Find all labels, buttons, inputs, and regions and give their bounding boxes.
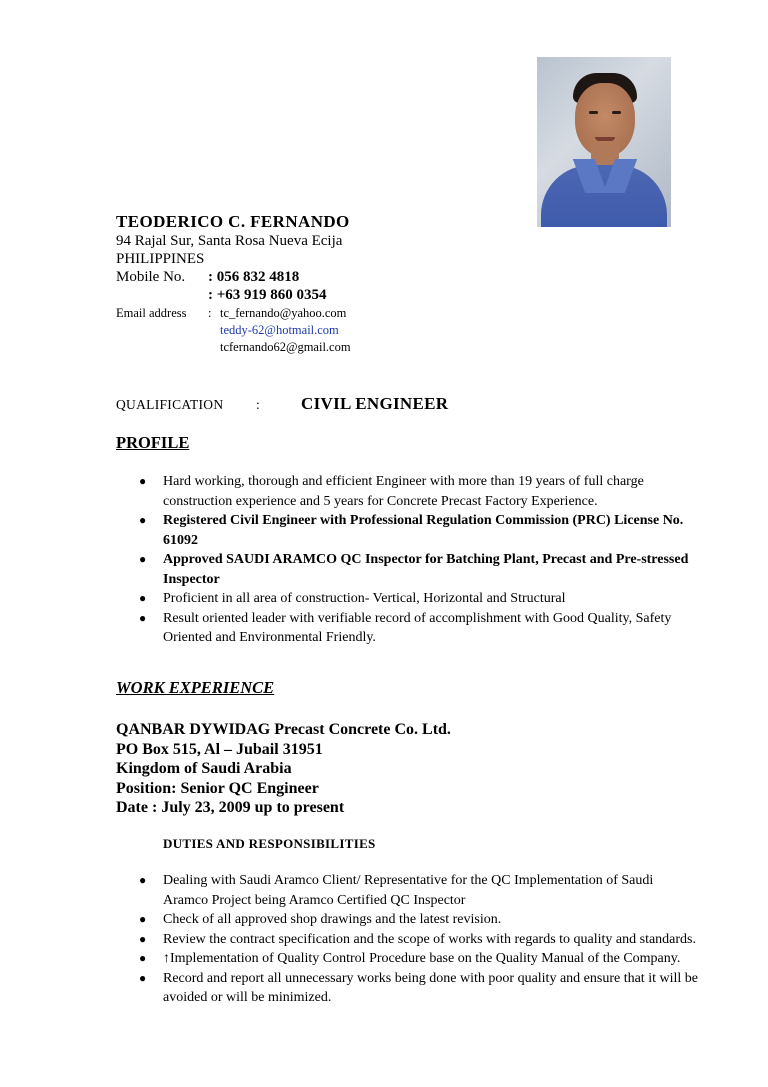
profile-heading: PROFILE [116,433,190,452]
duties-list [130,871,700,1008]
list-item: ● Review the contract specification and the scope of works with regards to quality and standards. [130,930,700,950]
qualification-colon: : [256,397,260,412]
photo-eye [612,111,621,114]
list-item: ● ↑Implementation of Quality Control Procedure base on the Quality Manual of the Company. [130,949,700,969]
email-gmail[interactable]: tcfernando62@gmail.com [220,340,351,354]
list-item: ● Check of all approved shop drawings and the latest revision. [130,910,700,930]
qualification-row [116,394,448,414]
company-name: QANBAR DYWIDAG Precast Concrete Co. Ltd. [116,721,451,738]
company-position: Position: Senior QC Engineer [116,779,319,797]
work-experience-heading: WORK EXPERIENCE [116,678,275,697]
company-block [116,720,451,818]
company-date: Date : July 23, 2009 up to present [116,799,345,816]
list-item: ● Proficient in all area of construction- Vertical, Horizontal and Structural [130,589,700,609]
qualification-value: CIVIL ENGINEER [301,394,449,413]
email-hotmail[interactable]: teddy-62@hotmail.com [220,323,339,337]
bullet-icon: ● [139,912,147,926]
company-country: Kingdom of Saudi Arabia [116,760,292,777]
bullet-icon: ● [139,591,147,605]
email-yahoo[interactable]: tc_fernando@yahoo.com [220,306,347,320]
list-item: ● Hard working, thorough and efficient Engineer with more than 19 years of full charge construction experience and 5 years for Concrete Precast Factory Experience. [139,474,644,509]
profile-list [130,472,700,648]
bullet-icon: ● [139,610,147,625]
email-colon: : [208,306,212,320]
address-line-2: PHILIPPINES [116,251,205,267]
email-block [116,305,351,356]
email-label: Email address [116,306,187,320]
photo-mouth [595,137,615,141]
mobile-row-2 [116,286,351,304]
bullet-icon: ● [139,873,147,887]
mobile-label: Mobile No. [116,269,186,285]
mobile-number-2: : +63 919 860 0354 [208,287,327,303]
mobile-row [116,268,351,286]
photo-eye [589,111,598,114]
bullet-icon: ● [139,474,147,488]
applicant-name: TEODERICO C. FERNANDO [116,212,350,231]
list-item: ● Dealing with Saudi Aramco Client/ Representative for the QC Implementation of Saudi Aramco Project being Aramco Certified QC Inspector [139,873,654,908]
address-line-1: 94 Rajal Sur, Santa Rosa Nueva Ecija [116,233,343,249]
bullet-icon: ● [139,513,147,527]
bullet-icon: ● [139,970,147,985]
photo-shirt [541,165,667,227]
mobile-number-1: : 056 832 4818 [208,269,300,285]
bullet-icon: ● [139,931,147,946]
profile-photo [537,57,671,227]
company-address: PO Box 515, Al – Jubail 31951 [116,740,323,758]
qualification-label: QUALIFICATION [116,397,224,412]
contact-header [116,212,351,356]
bullet-icon: ● [139,552,147,566]
duties-heading: DUTIES AND RESPONSIBILITIES [163,836,376,851]
list-item: ● Result oriented leader with verifiable record of accomplishment with Good Quality, Safety Oriented and Environmental Friendly. [139,610,672,645]
list-item: ● Registered Civil Engineer with Professional Regulation Commission (PRC) License No. 61092 [139,513,684,548]
list-item: ● Approved SAUDI ARAMCO QC Inspector for Batching Plant, Precast and Pre-stressed Inspector [139,552,689,587]
list-item: ● Record and report all unnecessary works being done with poor quality and ensure that it will be avoided or will be minimized. [139,970,698,1005]
bullet-icon: ● [139,951,147,965]
